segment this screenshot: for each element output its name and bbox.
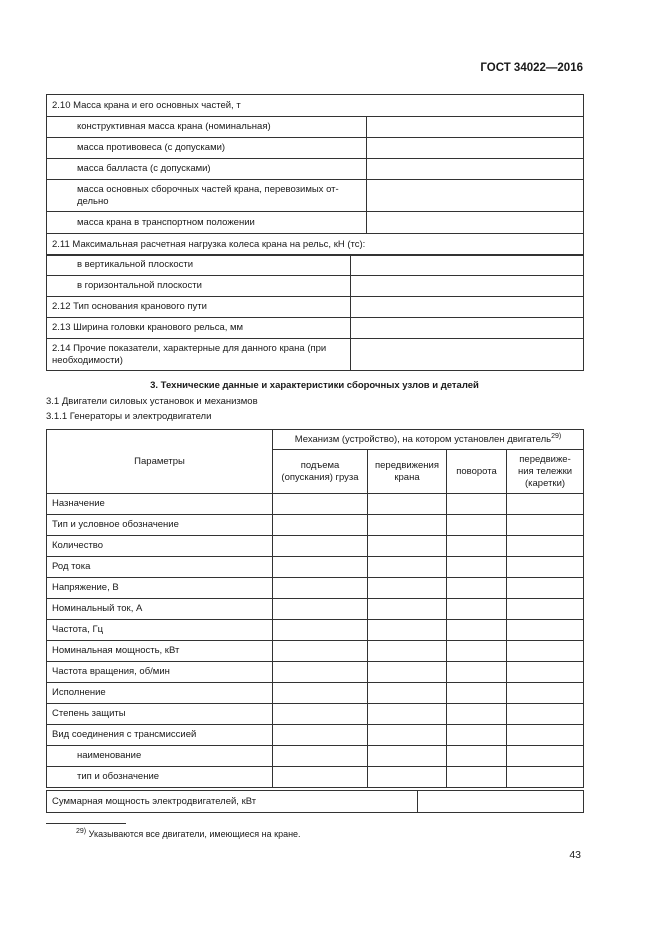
value-cell xyxy=(351,255,584,276)
cell xyxy=(507,557,584,578)
row-label: Суммарная мощность электродвигателей, кВт xyxy=(47,791,418,813)
value-cell xyxy=(367,117,584,138)
cell xyxy=(368,767,447,788)
row-label: Род тока xyxy=(47,557,273,578)
row-label: наименование xyxy=(47,746,273,767)
table-row xyxy=(47,515,584,536)
table-row xyxy=(47,255,584,276)
row-label: 2.14 Прочие показатели, характерные для данного крана (при необходимости) xyxy=(47,339,351,371)
cell xyxy=(273,536,368,557)
footnote-text: Указываются все двигатели, имеющиеся на кране. xyxy=(88,829,301,839)
section-title: 3. Технические данные и характеристики сборочных узлов и деталей xyxy=(150,380,479,391)
cell xyxy=(273,725,368,746)
column-header: передвижения крана xyxy=(368,450,447,494)
cell xyxy=(273,557,368,578)
cell xyxy=(273,641,368,662)
value-cell xyxy=(367,180,584,212)
cell xyxy=(447,641,507,662)
row-label: Номинальная мощность, кВт xyxy=(47,641,273,662)
table-row xyxy=(47,297,584,318)
cell xyxy=(447,557,507,578)
table-header-row xyxy=(47,430,584,450)
cell xyxy=(273,620,368,641)
footnote-divider xyxy=(46,823,126,824)
table-row xyxy=(47,234,584,256)
cell xyxy=(507,578,584,599)
table-row xyxy=(47,138,584,159)
row-label: Напряжение, В xyxy=(47,578,273,599)
row-label: 2.12 Тип основания кранового пути xyxy=(47,297,351,318)
table-row xyxy=(47,339,584,371)
document-id: ГОСТ 34022—2016 xyxy=(480,62,583,74)
value-cell xyxy=(351,276,584,297)
cell xyxy=(368,662,447,683)
row-label: масса противовеса (с допусками) xyxy=(47,138,367,159)
cell xyxy=(507,599,584,620)
value-cell xyxy=(367,212,584,234)
cell xyxy=(368,725,447,746)
cell xyxy=(507,536,584,557)
column-header: передвиже-ния тележки (каретки) xyxy=(507,450,584,494)
table-row xyxy=(47,704,584,725)
cell xyxy=(368,494,447,515)
cell xyxy=(368,536,447,557)
cell xyxy=(447,494,507,515)
cell xyxy=(507,641,584,662)
footnote-ref: 29) xyxy=(551,432,562,440)
motors-total-table xyxy=(46,790,584,813)
cell xyxy=(447,662,507,683)
cell xyxy=(368,515,447,536)
table-row xyxy=(47,212,584,234)
row-label: масса балласта (с допусками) xyxy=(47,159,367,180)
value-cell xyxy=(367,159,584,180)
value-cell xyxy=(351,318,584,339)
cell xyxy=(447,536,507,557)
table-row xyxy=(47,599,584,620)
cell xyxy=(273,494,368,515)
cell xyxy=(507,515,584,536)
cell xyxy=(368,578,447,599)
footnote xyxy=(76,829,301,839)
row-label: тип и обозначение xyxy=(47,767,273,788)
cell xyxy=(273,767,368,788)
cell xyxy=(507,662,584,683)
cell xyxy=(273,683,368,704)
table-row xyxy=(47,117,584,138)
cell xyxy=(447,767,507,788)
value-cell xyxy=(418,791,584,813)
page-number: 43 xyxy=(569,849,581,861)
cell xyxy=(447,578,507,599)
row-label: масса основных сборочных частей крана, перевозимых от-дельно xyxy=(47,180,367,212)
cell xyxy=(447,683,507,704)
column-header: подъема (опускания) груза xyxy=(273,450,368,494)
cell xyxy=(447,725,507,746)
subsection-heading: 3.1.1 Генераторы и электродвигатели xyxy=(46,411,212,422)
table-row xyxy=(47,159,584,180)
row-label: Частота вращения, об/мин xyxy=(47,662,273,683)
cell xyxy=(447,620,507,641)
cell xyxy=(273,578,368,599)
column-header: поворота xyxy=(447,450,507,494)
crane-load-table xyxy=(46,254,584,371)
cell xyxy=(368,599,447,620)
row-label: в горизонтальной плоскости xyxy=(47,276,351,297)
value-cell xyxy=(351,297,584,318)
cell xyxy=(273,704,368,725)
row-label: Номинальный ток, А xyxy=(47,599,273,620)
row-label: Степень защиты xyxy=(47,704,273,725)
cell xyxy=(507,683,584,704)
value-cell xyxy=(351,339,584,371)
subsection-heading: 3.1 Двигатели силовых установок и механизмов xyxy=(46,396,258,407)
cell xyxy=(368,557,447,578)
cell xyxy=(368,641,447,662)
group-header: Механизм (устройство), на котором установлен двигатель$^{29)}$ xyxy=(273,430,584,450)
table-row xyxy=(47,95,584,117)
row-label: Вид соединения с трансмиссией xyxy=(47,725,273,746)
param-header: Параметры xyxy=(47,430,273,494)
cell xyxy=(368,683,447,704)
cell xyxy=(447,704,507,725)
table-row xyxy=(47,494,584,515)
row-label: Назначение xyxy=(47,494,273,515)
cell xyxy=(507,746,584,767)
row-label: 2.13 Ширина головки кранового рельса, мм xyxy=(47,318,351,339)
row-label: 2.10 Масса крана и его основных частей, т xyxy=(47,95,584,117)
cell xyxy=(507,620,584,641)
table-row xyxy=(47,641,584,662)
table-row xyxy=(47,725,584,746)
cell xyxy=(507,494,584,515)
table-row xyxy=(47,662,584,683)
row-label: масса крана в транспортном положении xyxy=(47,212,367,234)
row-label: Исполнение xyxy=(47,683,273,704)
cell xyxy=(273,515,368,536)
cell xyxy=(507,704,584,725)
row-label: Частота, Гц xyxy=(47,620,273,641)
row-label: Тип и условное обозначение xyxy=(47,515,273,536)
table-row xyxy=(47,767,584,788)
cell xyxy=(447,746,507,767)
table-row xyxy=(47,536,584,557)
table-row xyxy=(47,180,584,212)
table-row xyxy=(47,557,584,578)
crane-mass-table xyxy=(46,94,584,256)
cell xyxy=(368,746,447,767)
cell xyxy=(507,725,584,746)
cell xyxy=(507,767,584,788)
motors-table xyxy=(46,429,584,788)
table-row xyxy=(47,683,584,704)
table-row xyxy=(47,318,584,339)
footnote-marker: 29) xyxy=(76,828,87,835)
row-label: в вертикальной плоскости xyxy=(47,255,351,276)
cell xyxy=(273,746,368,767)
value-cell xyxy=(367,138,584,159)
table-row xyxy=(47,578,584,599)
row-label: 2.11 Максимальная расчетная нагрузка колеса крана на рельс, кН (тс): xyxy=(47,234,584,256)
cell xyxy=(368,704,447,725)
table-row xyxy=(47,791,584,813)
row-label: Количество xyxy=(47,536,273,557)
table-row xyxy=(47,746,584,767)
cell xyxy=(447,599,507,620)
table-row xyxy=(47,276,584,297)
cell xyxy=(447,515,507,536)
cell xyxy=(273,662,368,683)
cell xyxy=(368,620,447,641)
table-row xyxy=(47,620,584,641)
row-label: конструктивная масса крана (номинальная) xyxy=(47,117,367,138)
cell xyxy=(273,599,368,620)
